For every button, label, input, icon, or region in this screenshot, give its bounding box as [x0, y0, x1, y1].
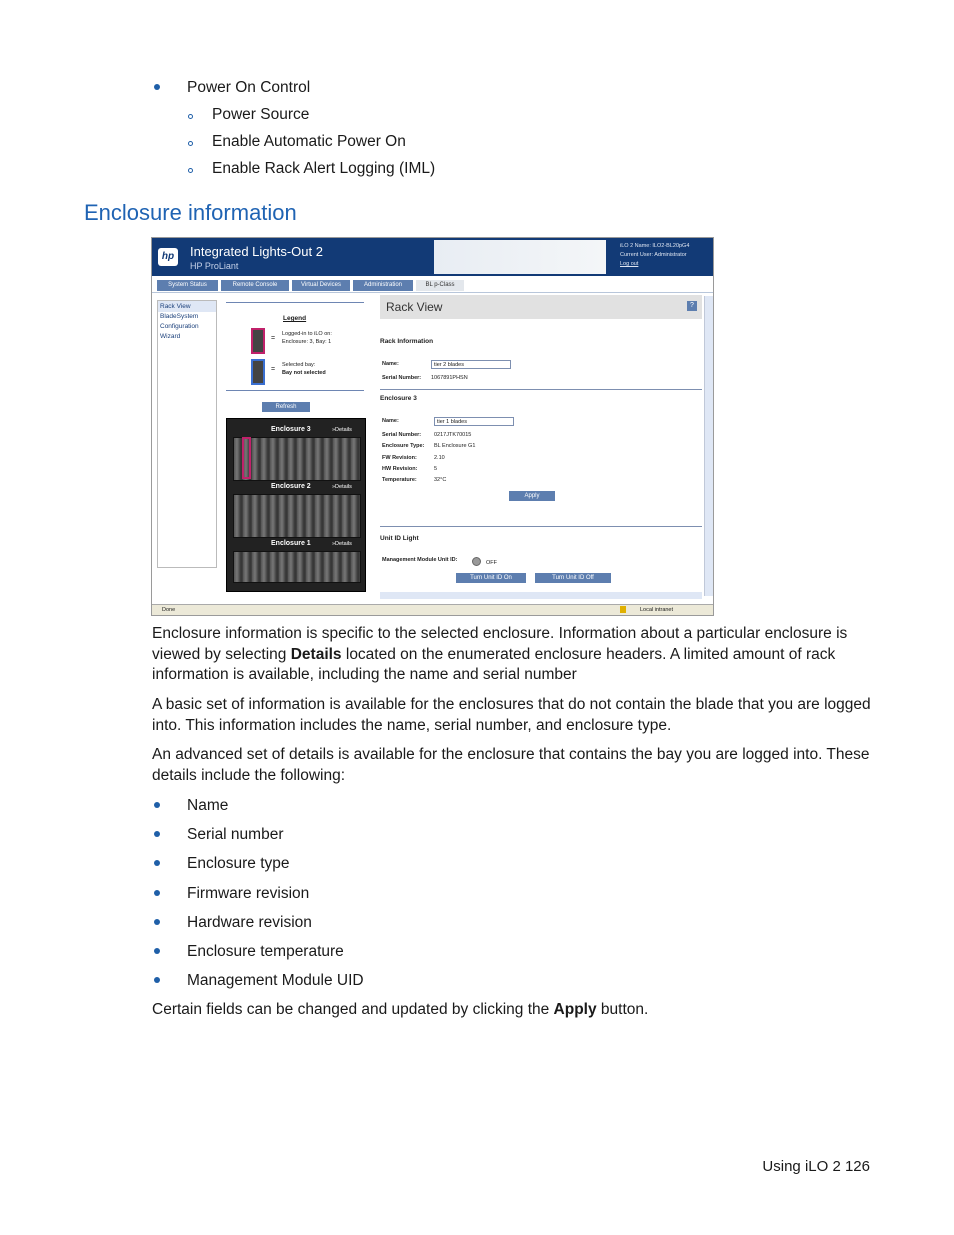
rack-view-header: [380, 295, 702, 319]
paragraph-1: [152, 624, 872, 686]
enc-serial-label: Serial Number:: [382, 432, 422, 438]
apply-button[interactable]: Apply: [509, 491, 555, 501]
divider: [380, 526, 702, 527]
bold-apply: Apply: [553, 1001, 597, 1018]
nav-rack-view[interactable]: Rack View: [158, 301, 216, 312]
legend: [226, 302, 364, 392]
banner-title: Integrated Lights-Out 2: [190, 244, 323, 259]
tab-bar: [152, 278, 713, 293]
list-item: Hardware revision: [187, 914, 312, 931]
bullet-icon: [154, 84, 160, 90]
legend-logged-line2: Enclosure: 3, Bay: 1: [282, 339, 332, 345]
nav-bladesystem[interactable]: BladeSystem: [160, 313, 199, 320]
enclosure-2-header: [227, 482, 365, 492]
turn-uid-off-button[interactable]: Turn Unit ID Off: [535, 573, 611, 583]
hp-logo-icon: hp: [158, 248, 178, 266]
list-item: Firmware revision: [187, 885, 310, 902]
rack-view-title: Rack View: [386, 300, 443, 314]
rack-name-input[interactable]: tier 2 blades: [431, 360, 511, 369]
help-icon[interactable]: ?: [687, 301, 697, 311]
lock-icon: [620, 606, 626, 613]
hw-revision-label: HW Revision:: [382, 466, 418, 472]
tab-bl-p-class[interactable]: BL p-Class: [416, 280, 464, 291]
details-link[interactable]: »Details: [332, 427, 352, 433]
enclosure-2-blades[interactable]: [233, 494, 361, 538]
list-item: Name: [187, 797, 229, 814]
paragraph-text: located on the enumerated enclosure headers. A limited amount of rack information is available, including the name and serial number: [152, 645, 836, 683]
paragraph-4: [152, 1000, 872, 1021]
rack-name-label: Name:: [382, 361, 399, 367]
hw-revision-value: 5: [434, 466, 438, 472]
list-item: Enclosure temperature: [187, 943, 344, 960]
banner-info: [620, 242, 689, 269]
vertical-scrollbar[interactable]: [704, 296, 713, 596]
temperature-value: 32°C: [434, 477, 447, 483]
bullet-icon: [154, 802, 160, 808]
status-zone: Local intranet: [640, 607, 674, 613]
divider: [380, 389, 702, 390]
equals-sign: =: [271, 366, 276, 373]
divider: [226, 390, 364, 391]
bullet-icon: [154, 831, 160, 837]
rack-info-title: Rack Information: [380, 338, 434, 345]
list-item: Enable Automatic Power On: [212, 133, 406, 150]
equals-sign: =: [271, 335, 276, 342]
tab-remote-console[interactable]: Remote Console: [221, 280, 289, 291]
enclosure-1-header: [227, 539, 365, 549]
list-item: Enclosure type: [187, 855, 290, 872]
enclosure-3-blades[interactable]: [233, 437, 361, 481]
logged-in-blade-icon: [251, 328, 265, 354]
sub-bullet-icon: [188, 114, 193, 119]
banner-subtitle: HP ProLiant: [190, 261, 239, 271]
fw-revision-label: FW Revision:: [382, 455, 417, 461]
uid-light-icon: [472, 557, 481, 566]
enclosure-3-header: [227, 425, 365, 435]
uid-state: OFF: [486, 560, 497, 566]
legend-title: Legend: [283, 315, 307, 322]
bullet-icon: [154, 860, 160, 866]
paragraph-text: Enclosure information is specific to the selected enclosure. Information about a particular enclosure is viewed by selecting: [152, 625, 848, 663]
rack-diagram: [226, 418, 366, 592]
nav-wizard[interactable]: Wizard: [160, 333, 181, 340]
tab-virtual-devices[interactable]: Virtual Devices: [292, 280, 350, 291]
list-item: Enable Rack Alert Logging (IML): [212, 160, 436, 177]
bullet-icon: [154, 919, 160, 925]
enc-type-value: BL Enclosure G1: [434, 443, 476, 449]
main-panel: [380, 295, 702, 595]
enclosure-1-blades[interactable]: [233, 551, 361, 583]
section-heading: Enclosure information: [84, 200, 297, 225]
logged-in-bay-marker: [242, 437, 251, 479]
rack-serial-label: Serial Number:: [382, 375, 422, 381]
temperature-label: Temperature:: [382, 477, 417, 483]
legend-selected-line2: Bay not selected: [282, 370, 326, 376]
enclosure-name: Enclosure 1: [271, 540, 311, 547]
enclosure-name: Enclosure 2: [271, 483, 311, 490]
logout-link[interactable]: Log out: [620, 261, 639, 267]
turn-uid-on-button[interactable]: Turn Unit ID On: [456, 573, 526, 583]
sub-bullet-icon: [188, 141, 193, 146]
list-item: Management Module UID: [187, 972, 364, 989]
paragraph-2: A basic set of information is available for the enclosures that do not contain the blade that you are logged into. This information includes the name, serial number, and enclosure type.: [152, 696, 871, 734]
bullet-icon: [154, 948, 160, 954]
enclosure-name-label: Name:: [382, 418, 399, 424]
banner-image: [434, 240, 606, 274]
bullet-icon: [154, 890, 160, 896]
list-item: Power On Control: [187, 79, 311, 96]
status-done: Done: [162, 607, 176, 613]
details-link[interactable]: »Details: [332, 541, 352, 547]
list-item: Power Source: [212, 106, 310, 123]
list-item: Serial number: [187, 826, 284, 843]
bold-details: Details: [290, 645, 342, 663]
refresh-button[interactable]: Refresh: [262, 402, 310, 412]
selected-blade-icon: [251, 359, 265, 385]
enc-serial-value: 0217JTK70015: [434, 432, 472, 438]
legend-selected-line1: Selected bay:: [282, 362, 316, 368]
horizontal-scrollbar[interactable]: [380, 592, 702, 599]
paragraph-text: button.: [596, 1001, 649, 1018]
nav-configuration[interactable]: Configuration: [160, 323, 199, 330]
ilo-banner: [152, 238, 713, 276]
bullet-icon: [154, 977, 160, 983]
legend-logged-line1: Logged-in to iLO on:: [282, 331, 332, 337]
paragraph-text: Certain fields can be changed and updated by clicking the: [152, 1001, 554, 1018]
ilo-name: iLO 2 Name: ILO2-BL20pG4: [620, 243, 690, 249]
divider: [226, 302, 364, 303]
enclosure-name-input[interactable]: tier 1 blades: [434, 417, 514, 426]
tab-administration[interactable]: Administration: [353, 280, 413, 291]
enc-type-label: Enclosure Type:: [382, 443, 425, 449]
paragraph-3: An advanced set of details is available for the enclosure that contains the bay you are logged into. These details include the following:: [152, 746, 870, 784]
tab-system-status[interactable]: System Status: [157, 280, 218, 291]
sub-bullet-icon: [188, 168, 193, 173]
enclosure-3-title: Enclosure 3: [380, 395, 417, 402]
uid-label: Management Module Unit ID:: [382, 557, 458, 563]
fw-revision-value: 2.10: [434, 455, 445, 461]
ilo-screenshot: [151, 237, 714, 616]
left-nav: [157, 300, 217, 568]
page-footer: Using iLO 2 126: [762, 1158, 870, 1175]
browser-status-bar: [152, 604, 713, 616]
current-user: Current User: Administrator: [620, 252, 687, 258]
uid-title: Unit ID Light: [380, 535, 419, 542]
enclosure-name: Enclosure 3: [271, 426, 311, 433]
rack-serial-value: 1067891PHSN: [431, 375, 468, 381]
details-link[interactable]: »Details: [332, 484, 352, 490]
